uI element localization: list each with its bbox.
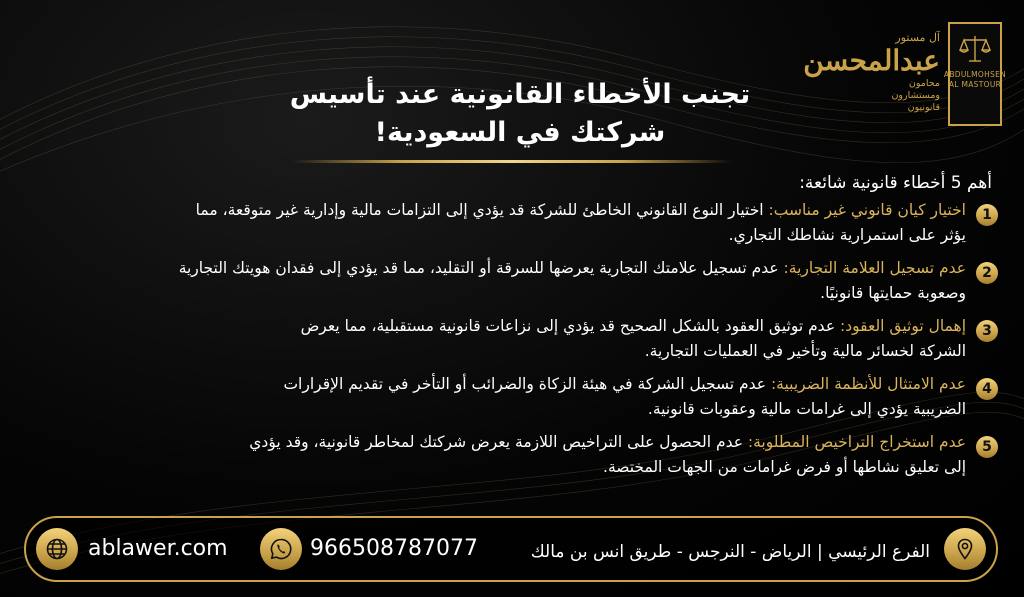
item-text	[24, 314, 966, 364]
logo-small-line: آل مستور	[895, 31, 940, 44]
logo-en-line-1: ABDULMOHSEN	[943, 70, 1007, 79]
item-line-1	[24, 372, 966, 397]
item-number-badge: 1	[976, 204, 998, 226]
item-number-badge: 5	[976, 436, 998, 458]
item-line-1	[24, 256, 966, 281]
location-pin-icon	[944, 528, 986, 570]
item-heading: اختيار كيان قانوني غير مناسب:	[768, 201, 966, 219]
title-line-2: شركتك في السعودية!	[374, 117, 666, 148]
item-line-1	[24, 430, 966, 455]
title-line-1: تجنب الأخطاء القانونية عند تأسيس	[289, 79, 751, 110]
phone-icon	[260, 528, 302, 570]
list-item	[18, 314, 998, 372]
logo-sub-line-2: ومستشارون	[891, 90, 940, 101]
phone-number-link[interactable]: 966508787077	[310, 536, 478, 561]
globe-icon	[36, 528, 78, 570]
item-heading: عدم استخراج التراخيص المطلوبة:	[747, 433, 966, 451]
item-heading: عدم تسجيل العلامة التجارية:	[783, 259, 966, 277]
item-line-1	[24, 198, 966, 223]
item-line-1	[24, 314, 966, 339]
logo-en-line-2: AL MASTOUR	[948, 80, 1002, 89]
list-item	[18, 372, 998, 430]
firm-logo	[803, 22, 1007, 134]
list-item	[18, 430, 998, 488]
contact-footer	[24, 516, 998, 582]
item-line-2: الشركة لخسائر مالية وتأخير في العمليات التجارية.	[644, 342, 966, 360]
page-title	[200, 76, 840, 152]
logo-big-line: عبدالمحسن	[803, 44, 940, 77]
logo-english-name	[944, 70, 1006, 90]
mistakes-list	[18, 198, 998, 488]
item-line-2: يؤثر على استمرارية نشاطك التجاري.	[728, 226, 966, 244]
item-line-2: إلى تعليق نشاطها أو فرض غرامات من الجهات المختصة.	[603, 458, 966, 476]
item-text	[24, 430, 966, 480]
item-body: عدم الحصول على التراخيص اللازمة يعرض شركتك لمخاطر قانونية، وقد يؤدي	[249, 433, 748, 451]
item-line-2: الضريبية يؤدي إلى غرامات مالية وعقوبات قانونية.	[647, 400, 966, 418]
logo-sub-line-1: محامون	[908, 78, 940, 89]
intro-text: أهم 5 أخطاء قانونية شائعة:	[799, 173, 992, 193]
item-heading: عدم الامتثال للأنظمة الضريبية:	[770, 375, 966, 393]
logo-sub-line-3: قانونيون	[907, 102, 940, 113]
item-heading: إهمال توثيق العقود:	[840, 317, 966, 335]
item-number-badge: 3	[976, 320, 998, 342]
item-number-badge: 2	[976, 262, 998, 284]
item-body: اختيار النوع القانوني الخاطئ للشركة قد يؤدي إلى التزامات مالية وإدارية غير متوقعة، مما	[195, 201, 769, 219]
list-item	[18, 256, 998, 314]
item-line-2: وصعوبة حمايتها قانونيًا.	[820, 284, 966, 302]
item-text	[24, 256, 966, 306]
address-text: الفرع الرئيسي | الرياض - النرجس - طريق انس بن مالك	[530, 542, 930, 562]
logo-emblem-box	[943, 22, 1007, 126]
gold-divider	[292, 160, 732, 163]
item-body: عدم تسجيل الشركة في هيئة الزكاة والضرائب أو التأخر في تقديم الإقرارات	[283, 375, 771, 393]
item-body: عدم تسجيل علامتك التجارية يعرضها للسرقة أو التقليد، مما قد يؤدي إلى فقدان هويتك التجارية	[178, 259, 784, 277]
item-body: عدم توثيق العقود بالشكل الصحيح قد يؤدي إلى نزاعات قانونية مستقبلية، مما يعرض	[300, 317, 840, 335]
item-text	[24, 198, 966, 248]
scales-of-justice-icon	[958, 32, 992, 66]
list-item	[18, 198, 998, 256]
item-number-badge: 4	[976, 378, 998, 400]
website-link[interactable]: ablawer.com	[88, 536, 228, 561]
item-text	[24, 372, 966, 422]
